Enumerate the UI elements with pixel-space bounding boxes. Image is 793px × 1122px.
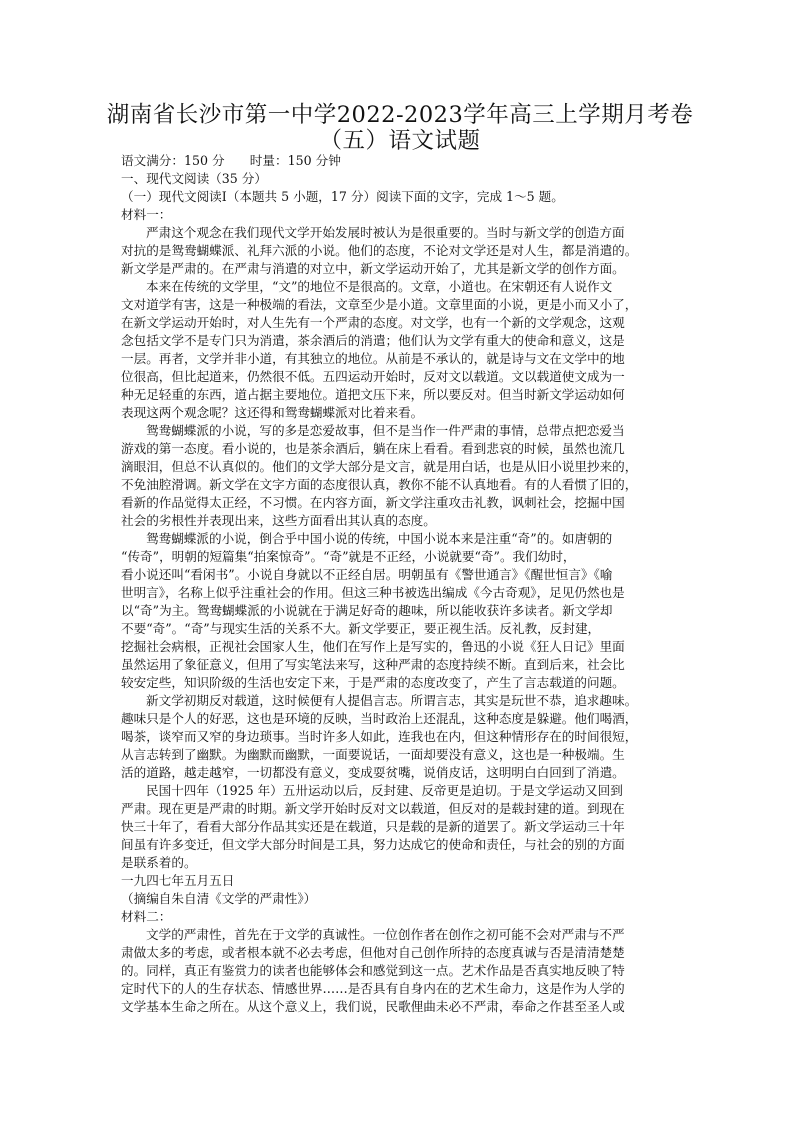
section-heading: 一、现代文阅读（35 分）: [121, 171, 267, 186]
text-line: 定时代下的人的生存状态、情感世界……是否具有自身内在的艺术生命力，这是作为人学的: [121, 981, 625, 996]
subsection-heading: （一）现代文阅读Ⅰ（本题共 5 小题，17 分）阅读下面的文字，完成 1～5 题。: [121, 189, 564, 204]
text-line: 活的道路，越走越窄，一切都没有意义，变成耍贫嘴，说俏皮话，这明明白白回到了消遣。: [121, 765, 625, 780]
date-line: 一九四七年五月五日: [121, 873, 235, 888]
source-citation: （摘编自朱自清《文学的严肃性》）: [121, 891, 317, 906]
text-line: 位很高，但比起道来，仍然很不低。五四运动开始时，反对文以载道。文以载道使文成为一: [121, 369, 625, 384]
text-line: 的。同样，真正有鉴赏力的读者也能够体会和感觉到这一点。艺术作品是否真实地反映了特: [121, 963, 625, 978]
text-line: 念包括文学不是专门只为消遣，茶余酒后的消遣；他们认为文学有重大的使命和意义，这是: [121, 333, 625, 348]
text-line: 挖掘社会病根，正视社会国家人生，他们在写作上是写实的，鲁迅的小说《狂人日记》里面: [121, 639, 625, 654]
text-line: 文学基本生命之所在。从这个意义上，我们说，民歌俚曲未必不严肃，奉命之作甚至圣人或: [121, 999, 625, 1014]
text-line: 文学的严肃性，首先在于文学的真诚性。一位创作者在创作之初可能不会对严肃与不严: [146, 927, 625, 942]
text-line: “传奇”，明朝的短篇集“拍案惊奇”。“奇”就是不正经，小说就要“奇”。我们幼时，: [121, 549, 576, 564]
material-label: 材料一：: [121, 207, 172, 222]
text-line: 从言志转到了幽默。为幽默而幽默，一面要说话，一面却要没有意义，这也是一种极端。生: [121, 747, 625, 762]
material-label: 材料二：: [121, 909, 172, 924]
text-line: 看小说还叫“看闲书”。小说自身就以不正经自居。明朝虽有《警世通言》《醒世恒言》《喻: [121, 567, 613, 582]
text-line: 世明言》，名称上似乎注重社会的作用。但这三种书被选出编成《今古奇观》，足见仍然也是: [121, 585, 625, 600]
text-line: 对抗的是鸳鸯蝴蝶派、礼拜六派的小说。他们的态度，不论对文学还是对人生，都是消遣的。: [121, 243, 638, 258]
text-line: 严肃这个观念在我们现代文学开始发展时被认为是很重要的。当时与新文学的创造方面: [146, 225, 625, 240]
text-line: 表现这两个观念呢？这还得和鸳鸯蝴蝶派对比着来看。: [121, 405, 424, 420]
text-line: 在新文学运动开始时，对人生先有一个严肃的态度。对文学，也有一个新的文学观念，这观: [121, 315, 625, 330]
text-line: 看新的作品觉得太正经，不习惯。在内容方面，新文学注重攻击礼教，讽刺社会，挖掘中国: [121, 495, 625, 510]
text-line: 不免油腔滑调。新文学在文字方面的态度很认真，教你不能不认真地看。有的人看惯了旧的，: [121, 477, 638, 492]
text-line: 不要“奇”。“奇”与现实生活的关系不大。新文学要正，要正视生活。反礼教，反封建，: [121, 621, 601, 636]
text-line: 严肃。现在更是严肃的时期。新文学开始时反对文以载道，但反对的是载封建的道。到现在: [121, 801, 625, 816]
text-line: 鸳鸯蝴蝶派的小说，写的多是恋爱故事，但不是当作一件严肃的事情，总带点把恋爱当: [146, 423, 625, 438]
text-line: 较安定些，知识阶级的生活也安定下来，于是严肃的态度改变了，产生了言志载道的问题。: [121, 675, 625, 690]
text-line: 喝茶，谈窄而又窄的身边琐事。当时许多人如此，连我也在内，但这种情形存在的时间很短，: [121, 729, 638, 744]
text-line: 游戏的第一态度。看小说的，也是茶余酒后，躺在床上看看。看到悲哀的时候，虽然也流几: [121, 441, 625, 456]
text-line: 文对道学有害，这是一种极端的看法，文章至少是小道。文章里面的小说，更是小而又小了，: [121, 297, 638, 312]
exam-meta: 语文满分：150 分 时量：150 分钟: [121, 153, 341, 168]
text-line: 新文学是严肃的。在严肃与消遣的对立中，新文学运动开始了，尤其是新文学的创作方面。: [121, 261, 625, 276]
text-line: 虽然运用了象征意义，但用了写实笔法来写，这种严肃的态度持续不断。直到后来，社会比: [121, 657, 625, 672]
text-line: 以“奇”为主。鸳鸯蝴蝶派的小说就在于满足好奇的趣味，所以能收获许多读者。新文学却: [121, 603, 613, 618]
text-line: 新文学初期反对载道，这时候便有人提倡言志。所谓言志，其实是玩世不恭，追求趣味。: [146, 693, 638, 708]
text-line: 肃做太多的考虑，或者根本就不必去考虑，但他对自己创作所持的态度真诚与否是清清楚楚: [121, 945, 625, 960]
text-line: 社会的劣根性并表现出来，这些方面看出其认真的态度。: [121, 513, 436, 528]
exam-title-line-1: 湖南省长沙市第一中学2022-2023学年高三上学期月考卷: [106, 102, 694, 128]
text-line: 快三十年了，看看大部分作品其实还是在载道，只是载的是新的道罢了。新文学运动三十年: [121, 819, 625, 834]
text-line: 本来在传统的文学里，“文”的地位不是很高的。文章，小道也。在宋朝还有人说作文: [146, 279, 613, 294]
text-line: 间虽有许多变迁，但文学大部分时间是工具，努力达成它的使命和责任，与社会的别的方面: [121, 837, 625, 852]
text-line: 一层。再者，文学并非小道，有其独立的地位。从前是不承认的，就是诗与文在文学中的地: [121, 351, 625, 366]
text-line: 种无足轻重的东西，道占据主要地位。道把文压下来，所以要反对。但当时新文学运动如何: [121, 387, 625, 402]
text-line: 趣味只是个人的好恶，这也是环境的反映，当时政治上还混乱，这种态度是躲避。他们喝酒，: [121, 711, 638, 726]
text-line: 鸳鸯蝴蝶派的小说，倒合乎中国小说的传统，中国小说本来是注重“奇”的。如唐朝的: [146, 531, 613, 546]
text-line: 民国十四年（1925 年）五卅运动以后，反封建、反帝更是迫切。于是文学运动又回到: [146, 783, 623, 798]
text-line: 是联系着的。: [121, 855, 197, 870]
exam-title-line-2: （五）语文试题: [319, 128, 481, 154]
text-line: 滴眼泪，但总不认真似的。他们的文学大部分是文言，就是用白话，也是从旧小说里抄来的，: [121, 459, 638, 474]
